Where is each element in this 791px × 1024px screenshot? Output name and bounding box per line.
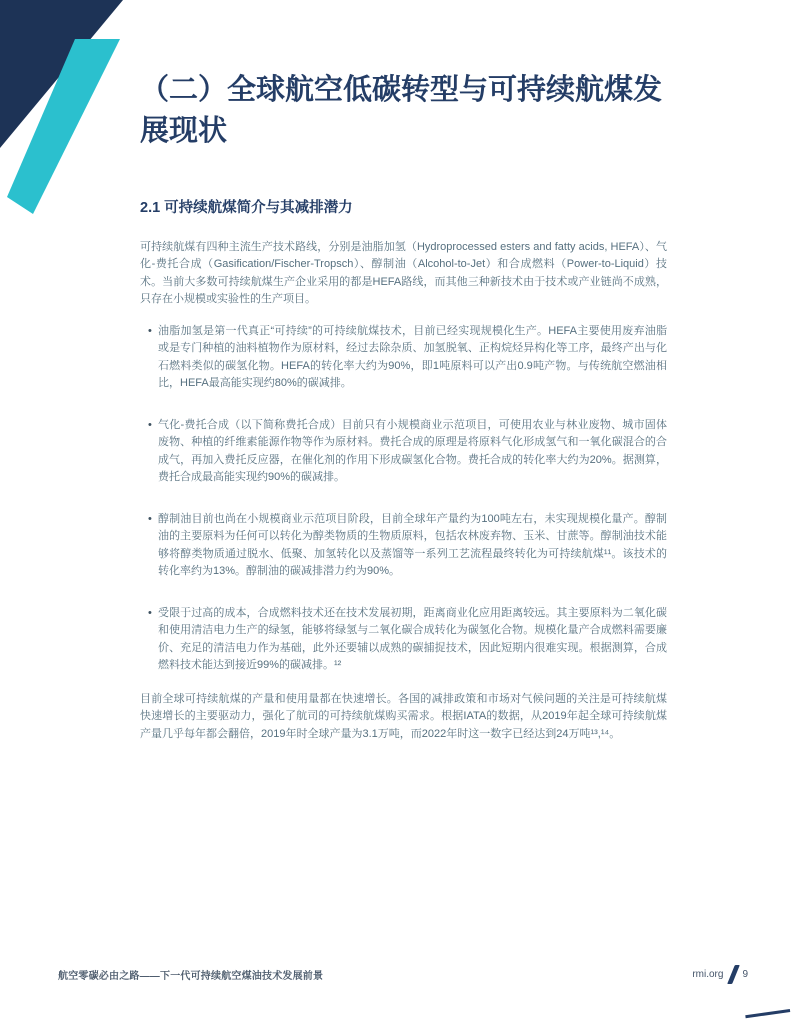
section-title: 2.1 可持续航煤简介与其减排潜力 (140, 200, 353, 217)
bottom-right-accent-line (745, 1009, 790, 1018)
list-item-hefa (140, 323, 667, 393)
list-item-power-to-liquid (140, 605, 667, 675)
bullet-text-alcohol-to-jet: 醇制油目前也尚在小规模商业示范项目阶段，目前全球年产量约为100吨左右，未实现规模化量产。醇制油的主要原料为任何可以转化为醇类物质的生物质原料，包括农林废弃物、玉米、甘蔗等。醇制油技术能够将醇类物质通过脱水、低聚、加氢转化以及蒸馏等一系列工艺流程最终转化为可持续航煤¹¹。该技术的转化率约为13%。醇制油的碳减排潜力约为90%。 (158, 512, 667, 578)
chapter-title: （二）全球航空低碳转型与可持续航煤发展现状 (140, 74, 663, 147)
list-item-fischer-tropsch (140, 417, 667, 487)
page-footer (58, 965, 748, 984)
intro-paragraph: 可持续航煤有四种主流生产技术路线，分别是油脂加氢（Hydroprocessed esters and fatty acids, HEFA）、气化-费托合成（Gasification/Fischer-Tropsch）、醇制油（Alcohol-to-Jet）和合成燃料（Power-to-Liquid）技术。当前大多数可持续航煤生产企业采用的都是HEFA路线，而其他三种新技术由于技术或产业链尚不成熟，只存在小规模或实验性的生产项目。 (140, 240, 667, 306)
bullet-text-fischer-tropsch: 气化-费托合成（以下简称费托合成）目前只有小规模商业示范项目，可使用农业与林业废物、城市固体废物、种植的纤维素能源作物等作为原材料。费托合成的原理是将原料气化形成氢气和一氧化碳混合的合成气，再加入费托反应器，在催化剂的作用下形成碳氢化合物。费托合成的转化率大约为20%。据测算，费托合成最高能实现约90%的碳减排。 (158, 418, 667, 484)
footer-right-group (692, 965, 748, 984)
closing-paragraph: 目前全球可持续航煤的产量和使用量都在快速增长。各国的减排政策和市场对气候问题的关注是可持续航煤快速增长的主要驱动力，强化了航司的可持续航煤购买需求。根据IATA的数据，从2019年起全球可持续航煤产量几乎每年都会翻倍，2019年时全球产量为3.1万吨，而2022年时这一数字已经达到24万吨¹³,¹⁴。 (140, 692, 667, 740)
bullet-icon: • (148, 512, 152, 525)
page-content (140, 70, 685, 743)
footer-site-link[interactable]: rmi.org (692, 969, 724, 980)
bullet-icon: • (148, 606, 152, 619)
bullet-text-power-to-liquid: 受限于过高的成本，合成燃料技术还在技术发展初期，距离商业化应用距离较远。其主要原料为二氧化碳和使用清洁电力生产的绿氢，能够将绿氢与二氧化碳合成转化为碳氢化合物。规模化量产合成燃料需要廉价、充足的清洁电力作为基础，此外还要辅以成熟的碳捕捉技术，因此短期内很难实现。根据测算，合成燃料技术能达到接近99%的碳减排。¹² (158, 606, 667, 672)
footer-slash-icon (728, 965, 741, 984)
bullet-icon: • (148, 324, 152, 337)
footer-doc-title: 航空零碳必由之路——下一代可持续航空煤油技术发展前景 (58, 971, 324, 982)
corner-decoration (0, 0, 140, 230)
list-item-alcohol-to-jet (140, 511, 667, 581)
bullet-text-hefa: 油脂加氢是第一代真正“可持续”的可持续航煤技术，目前已经实现规模化生产。HEFA主要使用废弃油脂或是专门种植的油料植物作为原材料，经过去除杂质、加氢脱氧、正构烷烃异构化等工序，最终产出与化石燃料类似的碳氢化物。HEFA的转化率大约为90%，即1吨原料可以产出0.9吨产物。与传统航空燃油相比，HEFA最高能实现约80%的碳减排。 (158, 324, 667, 390)
saf-pathway-list (140, 323, 667, 675)
bullet-icon: • (148, 418, 152, 431)
footer-page-number: 9 (742, 969, 748, 980)
